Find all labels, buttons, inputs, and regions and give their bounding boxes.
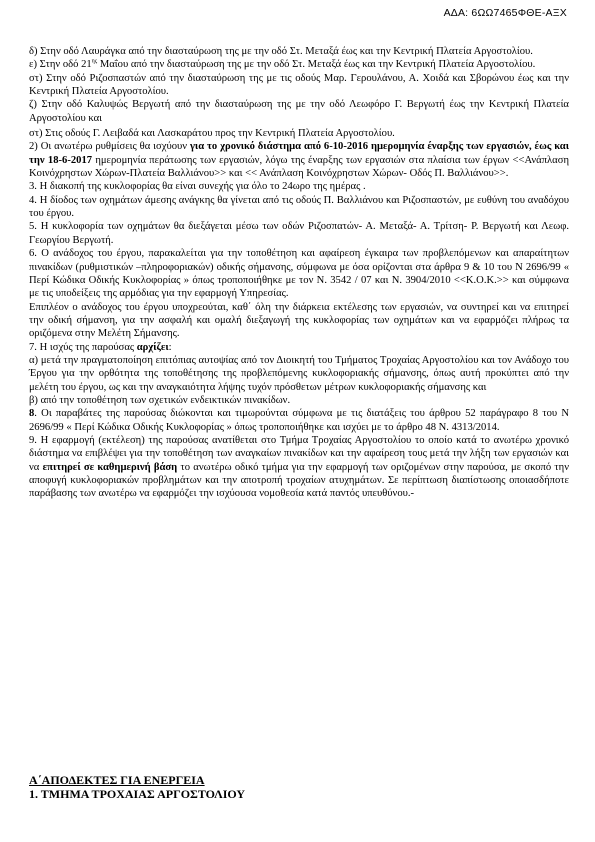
- paragraph-3: 3. Η διακοπή της κυκλοφορίας θα είναι συνεχής για όλο το 24ωρο της ημέρας .: [29, 181, 366, 193]
- paragraph-2-end: ημερομηνία περάτωσης των εργασιών, λόγω της έναρξης των εργασιών στα πλαίσια των έργων <<Ανάπλαση Κοινόχρηστων Χώρων-Πλατεία Βαλλιάνου>> και << Ανάπλαση Κοινόχρηστων Χώρων- Οδός Π. Βαλλιάνου>>.: [29, 154, 569, 180]
- paragraph-4: 4. Η δίοδος των οχημάτων άμεσης ανάγκης θα γίνεται από τις οδούς Π. Βαλλιάνου και Ριζοσπαστών, με ευθύνη του αναδόχου του έργου.: [29, 194, 569, 220]
- paragraph-2: [29, 140, 569, 180]
- paragraph-st2: στ) Στις οδούς Γ. Λειβαδά και Λασκαράτου προς την Κεντρική Πλατεία Αργοστολίου.: [29, 128, 395, 140]
- paragraph-st: στ) Στην οδό Ριζοσπαστών από την διασταύρωση της με τις οδούς Μαρ. Γερουλάνου, Α. Χοιδά και Σβορώνου έως και την Κεντρική Πλατεία Αργοστολίου.: [29, 72, 569, 98]
- paragraph-e-superscript: ης: [91, 58, 98, 65]
- paragraph-9-bold: επιτηρεί σε καθημερινή βάση: [42, 461, 178, 473]
- paragraph-9-end: το ανωτέρω οδικό τμήμα για την εφαρμογή των οριζομένων στην παρούσα, με σκοπό την αποφυγή κυκλοφοριακών προβλημάτων και την αποτροπή τροχαίων ατυχημάτων. Σε περίπτωση διαπίστωσης οποιασδήποτε παράβασης των ανωτέρω να εφαρμόζει την ισχύουσα νομοθεσία κατά παντός υπευθύνου.-: [29, 461, 569, 500]
- paragraph-8: [29, 407, 569, 434]
- paragraph-8-number: 8: [29, 408, 35, 420]
- paragraph-7b: β) από την τοποθέτηση των σχετικών ενδεικτικών πινακίδων.: [29, 394, 291, 406]
- paragraph-e-end: Μαΐου από την διασταύρωση της με την οδό Στ. Μεταξά έως και την Κεντρική Πλατεία Αργοστολίου.: [97, 59, 536, 71]
- paragraph-7-colon: :: [168, 341, 172, 353]
- paragraph-z: ζ) Στην οδό Καλυψώς Βεργωτή από την διασταύρωση της με την οδό Λεωφόρο Γ. Βεργωτή έως την Κεντρική Πλατεία Αργοστολίου και: [29, 99, 569, 124]
- paragraph-2-bold: για το χρονικό διάστημα από 6-10-2016 ημερομηνία έναρξης των εργασιών, έως και την 18-6-2017: [29, 141, 569, 166]
- paragraph-9: [29, 434, 569, 501]
- ada-code: ΑΔΑ: 6ΩΩ7465ΦΘΕ-ΑΞΧ: [443, 7, 567, 19]
- paragraph-6b: Επιπλέον ο ανάδοχος του έργου υποχρεούται, καθ΄ όλη την διάρκεια εκτέλεσης των εργασιών, να συντηρεί και να επιτηρεί την οδική σήμανση, για την ασφαλή και ομαλή διεξαγωγή της κυκλοφορίας των οχημάτων και να εφαρμόζει πλήρως τα οριζόμενα στην Μελέτη Σήμανσης.: [29, 301, 569, 340]
- paragraph-9-start: 9. Η εφαρμογή (εκτέλεση) της παρούσας ανατίθεται στο Τμήμα Τροχαίας Αργοστολίου το οποίο κατά το ανωτέρω χρονικό διάστημα να επιβλέψει για την τοποθέτηση των αναγκαίων πινακίδων και την αφαίρεση τους μετά την λήξη των εργασιών και να: [29, 434, 569, 473]
- paragraph-e: [29, 58, 569, 71]
- document-body: [29, 45, 569, 501]
- paragraph-7: [29, 341, 569, 354]
- paragraph-7-bold: αρχίζει: [136, 341, 169, 353]
- paragraph-5: 5. Η κυκλοφορία των οχημάτων θα διεξάγεται μέσω των οδών Ριζοσπατών- Α. Μεταξά- Α. Τρίτση- Ρ. Βεργωτή και Λεωφ. Γεωργίου Βεργωτή.: [29, 221, 569, 246]
- paragraph-7a: α) μετά την πραγματοποίηση επιτόπιας αυτοψίας από τον Διοικητή του Τμήματος Τροχαίας Αργοστολίου και τον Ανάδοχο του Έργου για την ορθότητα της τοποθέτησης της προβλεπόμενης κυκλοφοριακής σήμανσης, όπως αυτή προκύπτει από την μελέτη του έργου, ως και την αναγκαιότητα λήψης τυχόν πρόσθετων μέτρων κυκλοφοριακής σήμανσης και: [29, 354, 569, 393]
- paragraph-7-start: 7. Η ισχύς της παρούσας: [29, 341, 137, 353]
- paragraph-8-text: . Οι παραβάτες της παρούσας διώκονται και τιμωρούνται σύμφωνα με τις διατάξεις του άρθρου 52 παράγραφο 8 του Ν 2696/99 « Περί Κώδικα Οδικής Κυκλοφορίας » όπως τροποποιήθηκε και ισχύει με το άρθρο 48 Ν. 4313/2014.: [29, 408, 569, 433]
- recipient-item: 1. ΤΜΗΜΑ ΤΡΟΧΑΙΑΣ ΑΡΓΟΣΤΟΛΙΟΥ: [29, 787, 246, 801]
- paragraph-6: 6. Ο ανάδοχος του έργου, παρακαλείται για την τοποθέτηση και αφαίρεση έγκαιρα των προβλεπόμενων και απαραίτητων πινακίδων (ρυθμιστικών –πληροφοριακών) οδικής σήμανσης, σύμφωνα με όσα ορίζονται στα άρθρα 9 & 10 του Ν 2696/99 « Περί Κώδικα Οδικής Κυκλοφορίας » όπως τροποποιήθηκε με τον Ν. 3542 / 07 και Ν. 3904/2010 <<Κ.Ο.Κ.>> και σύμφωνα με τις υποδείξεις της αρμόδιας για την εφαρμογή Υπηρεσίας.: [29, 248, 569, 300]
- paragraph-e-start: ε) Στην οδό 21: [29, 59, 92, 71]
- paragraph-2-start: 2) Οι ανωτέρω ρυθμίσεις θα ισχύουν: [29, 141, 190, 153]
- paragraph-d: δ) Στην οδό Λαυράγκα από την διασταύρωση της με την οδό Στ. Μεταξά έως και την Κεντρική Πλατεία Αργοστολίου.: [29, 46, 533, 57]
- recipients-block: [29, 773, 245, 801]
- recipients-heading: Α΄ΑΠΟΔΕΚΤΕΣ ΓΙΑ ΕΝΕΡΓΕΙΑ: [29, 773, 205, 787]
